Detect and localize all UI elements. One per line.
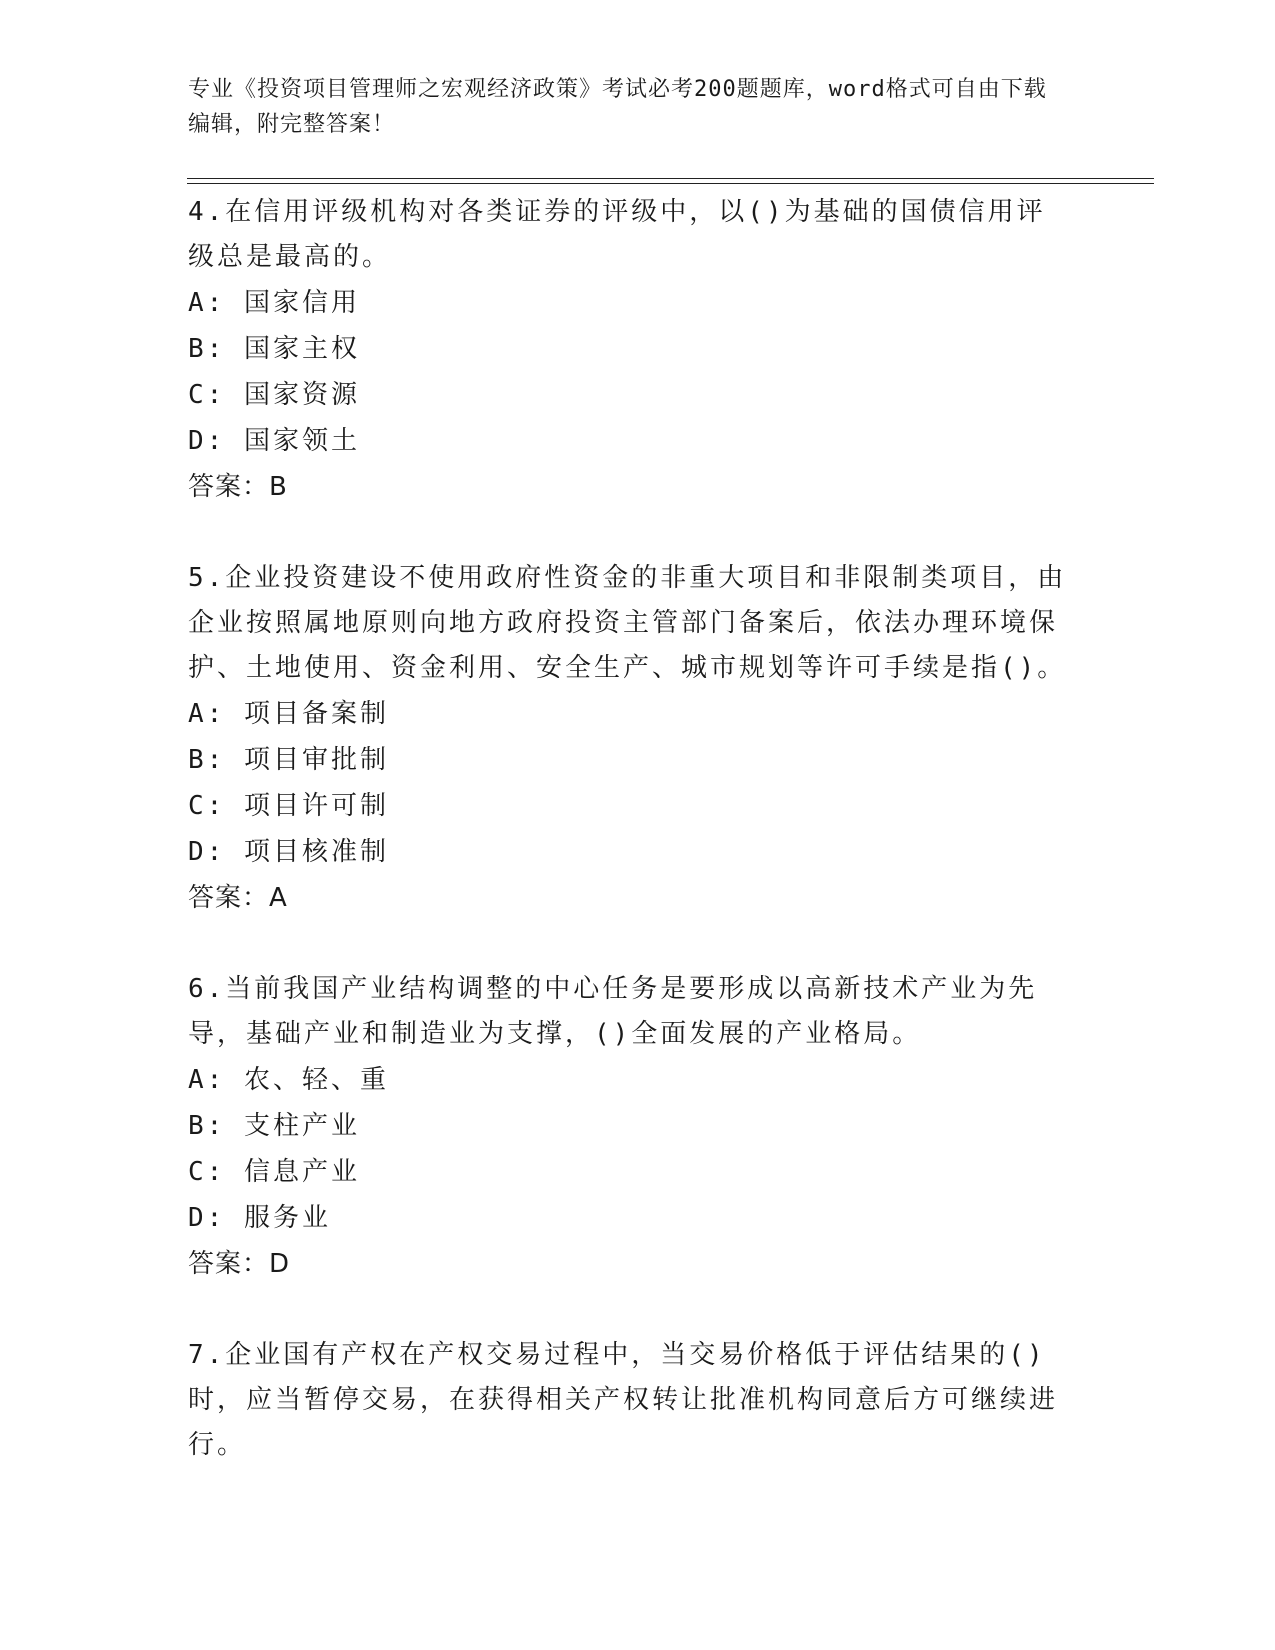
option-a: A: 项目备案制 xyxy=(188,699,389,729)
option-a: A: 国家信用 xyxy=(188,288,360,318)
answer-line: 答案：D xyxy=(188,1249,291,1279)
option-b: B: 支柱产业 xyxy=(188,1111,360,1141)
option-d: D: 项目核准制 xyxy=(188,837,389,867)
option-c: C: 信息产业 xyxy=(188,1157,360,1187)
question-list xyxy=(188,190,1068,1468)
option-d: D: 服务业 xyxy=(188,1203,331,1233)
option-c: C: 国家资源 xyxy=(188,380,360,410)
question-stem: 5.企业投资建设不使用政府性资金的非重大项目和非限制类项目，由企业按照属地原则向地方政府投资主管部门备案后，依法办理环境保护、土地使用、资金利用、安全生产、城市规划等许可手续是指()。 xyxy=(188,563,1067,683)
answer-line: 答案：A xyxy=(188,883,288,913)
option-b: B: 项目审批制 xyxy=(188,745,389,775)
question-4 xyxy=(188,190,1068,510)
question-stem: 4.在信用评级机构对各类证券的评级中，以()为基础的国债信用评级总是最高的。 xyxy=(188,197,1046,272)
option-b: B: 国家主权 xyxy=(188,334,360,364)
document-header: 专业《投资项目管理师之宏观经济政策》考试必考200题题库，word格式可自由下载编辑，附完整答案！ xyxy=(188,77,1047,137)
option-c: C: 项目许可制 xyxy=(188,791,389,821)
answer-line: 答案：B xyxy=(188,472,288,502)
question-5 xyxy=(188,556,1068,921)
option-a: A: 农、轻、重 xyxy=(188,1065,389,1095)
question-6 xyxy=(188,967,1068,1287)
question-stem: 7.企业国有产权在产权交易过程中，当交易价格低于评估结果的()时，应当暂停交易，在获得相关产权转让批准机构同意后方可继续进行。 xyxy=(188,1340,1059,1460)
header-rule-top xyxy=(187,178,1154,179)
header-rule-bottom xyxy=(187,183,1154,184)
question-stem: 6.当前我国产业结构调整的中心任务是要形成以高新技术产业为先导，基础产业和制造业为支撑，()全面发展的产业格局。 xyxy=(188,974,1038,1049)
option-d: D: 国家领土 xyxy=(188,426,360,456)
question-7 xyxy=(188,1333,1068,1468)
